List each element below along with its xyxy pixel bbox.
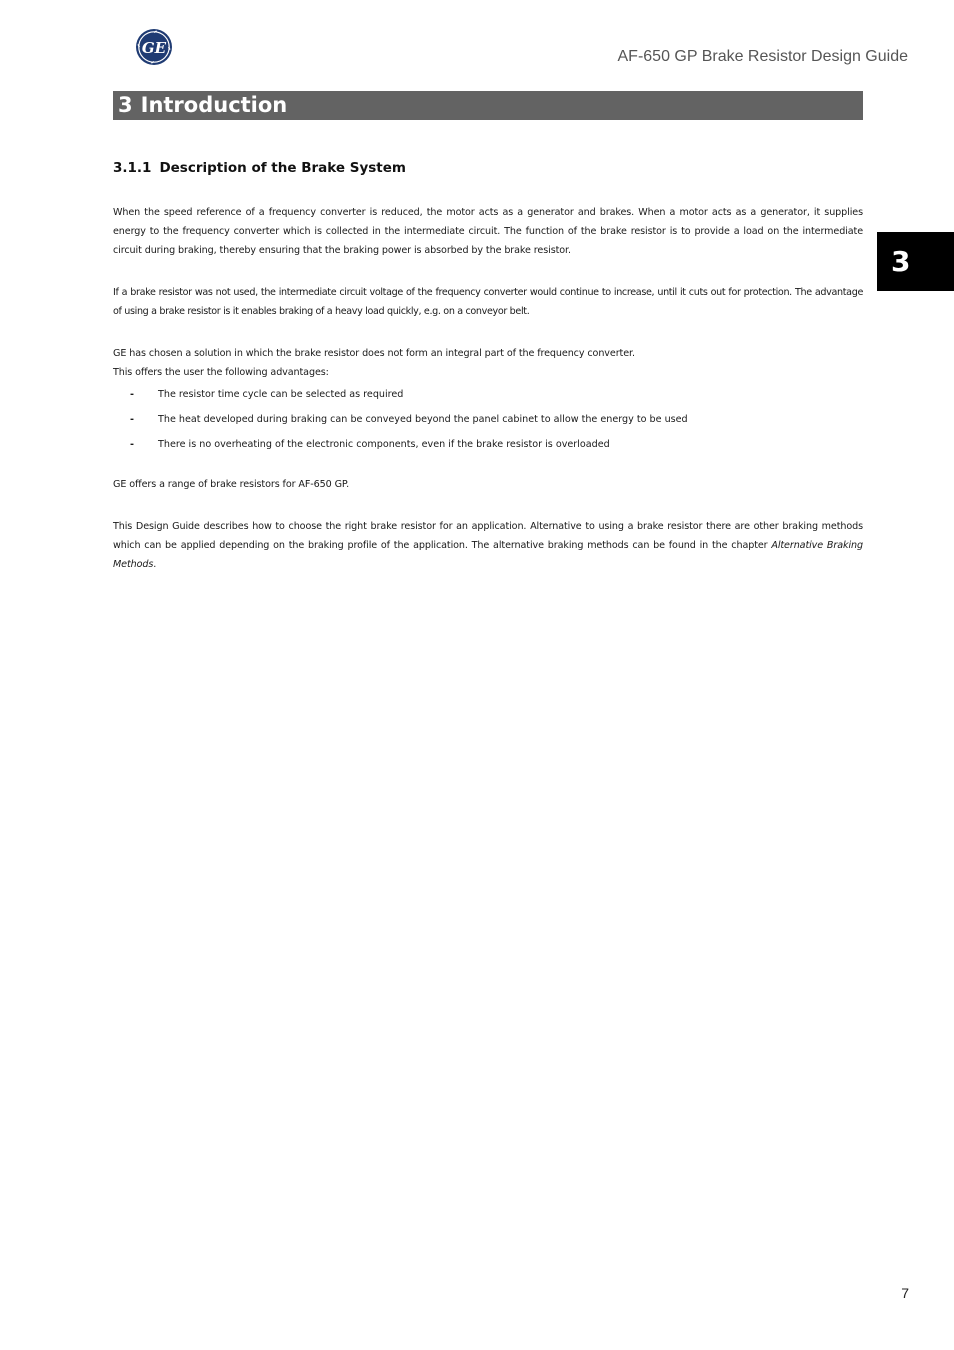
- section-title: Description of the Brake System: [159, 160, 406, 176]
- paragraph-without-resistor: If a brake resistor was not used, the intermediate circuit voltage of the frequency converter would continue to increase, until it cuts out for protection. The advantage of using a brake resistor is it enables braking of a heavy load quickly, e.g. on a conveyor belt.: [113, 287, 863, 317]
- chapter-side-tab: 3: [877, 232, 954, 291]
- document-title: AF-650 GP Brake Resistor Design Guide: [617, 48, 908, 65]
- chapter-heading-bar: [113, 91, 863, 120]
- paragraph-design-guide-text: This Design Guide describes how to choose the right brake resistor for an application. Alternative to using a brake resistor there are other braking methods which can be applied depending on the braking profile of the application. The alternative braking methods can be found in the chapter: [113, 521, 863, 551]
- body-text: [113, 203, 863, 597]
- paragraph-range: GE offers a range of brake resistors for AF-650 GP.: [113, 479, 350, 490]
- ge-logo-letters: GE: [141, 39, 167, 57]
- chapter-reference: Alternative Braking Methods: [113, 540, 863, 570]
- chapter-title: Introduction: [140, 93, 288, 117]
- bullet-dash: -: [130, 414, 134, 425]
- list-item: [113, 385, 863, 404]
- paragraph-design-guide: [113, 517, 863, 574]
- paragraph-solution: GE has chosen a solution in which the brake resistor does not form an integral part of the frequency converter.: [113, 348, 635, 359]
- list-item-text: The resistor time cycle can be selected as required: [158, 389, 404, 400]
- paragraph-braking-overview: When the speed reference of a frequency converter is reduced, the motor acts as a generator and brakes. When a motor acts as a generator, it supplies energy to the frequency converter which is collected in the intermediate circuit. The function of the brake resistor is to provide a load on the intermediate circuit during braking, thereby ensuring that the braking power is absorbed by the brake resistor.: [113, 207, 863, 256]
- list-item-text: The heat developed during braking can be conveyed beyond the panel cabinet to allow the energy to be used: [158, 414, 688, 425]
- advantages-list: [113, 385, 863, 454]
- paragraph-end-punctuation: .: [153, 559, 157, 570]
- list-item: [113, 410, 863, 429]
- list-item-text: There is no overheating of the electronic components, even if the brake resistor is overloaded: [158, 439, 610, 450]
- ge-logo-icon: [135, 28, 173, 66]
- section-heading: [113, 160, 406, 176]
- bullet-dash: -: [130, 439, 134, 450]
- bullet-dash: -: [130, 389, 134, 400]
- page-number: 7: [901, 1285, 909, 1301]
- list-item: [113, 435, 863, 454]
- section-number: 3.1.1: [113, 160, 152, 176]
- paragraph-advantages-intro: This offers the user the following advantages:: [113, 367, 329, 378]
- chapter-number: 3: [118, 93, 133, 117]
